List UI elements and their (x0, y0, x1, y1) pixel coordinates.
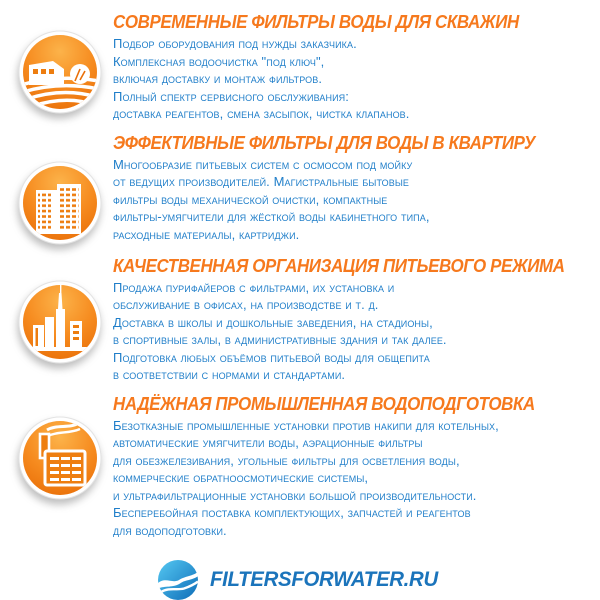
section-text-line: фильтры-умягчители для жёсткой воды кабинетного типа, (113, 209, 430, 224)
section-title: КАЧЕСТВЕННАЯ ОРГАНИЗАЦИЯ ПИТЬЕВОГО РЕЖИМА (113, 255, 565, 276)
city-skyline-icon (17, 279, 103, 365)
site-logo[interactable] (0, 557, 600, 600)
icon-column (0, 133, 113, 246)
section-text-line: для обезжелезивания, угольные фильтры для осветления воды, (113, 452, 460, 468)
section-text-line: Комплексная водоочистка "под ключ", (113, 53, 325, 69)
section-title: НАДЁЖНАЯ ПРОМЫШЛЕННАЯ ВОДОПОДГОТОВКА (113, 393, 535, 414)
apartment-buildings-icon (17, 160, 103, 246)
section-text-line: автоматические умягчители воды, аэрационные фильтры (113, 435, 423, 450)
section-text-line: фильтры воды механической очистки, компактные (113, 191, 388, 207)
section-wells (0, 12, 600, 123)
section-text-line: для водоподготовки. (113, 522, 227, 538)
section-text-line: от ведущих производителей. Магистральные бытовые (113, 174, 410, 189)
section-text-line: коммерческие обратноосмотические системы, (113, 470, 369, 485)
section-text-line: доставка реагентов, смена засыпок, чистка клапанов. (113, 106, 410, 121)
section-industrial (0, 394, 600, 540)
section-title: ЭФФЕКТИВНЫЕ ФИЛЬТРЫ ДЛЯ ВОДЫ В КВАРТИРУ (113, 132, 536, 153)
icon-column (0, 256, 113, 365)
section-text-line: в соответствии с нормами и стандартами. (113, 367, 346, 382)
section-text-line: Безотказные промышленные установки против накипи для котельных, (113, 417, 499, 433)
section-text-line: обслуживание в офисах, на производстве и т. д. (113, 297, 379, 312)
section-text-line: Многообразие питьевых систем с осмосом под мойку (113, 156, 413, 172)
section-text-line: Подготовка любых объёмов питьевой воды для общепита (113, 349, 430, 365)
site-logo-text: FILTERSFORWATER.RU (210, 568, 438, 591)
icon-column (0, 394, 113, 501)
farm-icon (17, 29, 103, 115)
section-text-line: и ультрафильтрационные установки большой производительности. (113, 487, 477, 503)
section-drinking-regime (0, 256, 600, 384)
section-text-line: в спортивные залы, в административные здания и так далее. (113, 332, 447, 347)
section-text-wells (113, 12, 600, 123)
section-text-line: Полный спектр сервисного обслуживания: (113, 88, 349, 104)
section-text-line: Бесперебойная поставка комплектующих, запчастей и реагентов (113, 505, 471, 520)
section-text-line: включая доставку и монтаж фильтров. (113, 71, 323, 86)
section-text-drinking-regime (113, 256, 600, 384)
section-title: СОВРЕМЕННЫЕ ФИЛЬТРЫ ВОДЫ ДЛЯ СКВАЖИН (113, 12, 519, 32)
section-text-line: Подбор оборудования под нужды заказчика. (113, 36, 357, 51)
section-text-line: расходные материалы, картриджи. (113, 226, 300, 242)
section-apartment (0, 133, 600, 246)
water-wave-logo-icon (155, 557, 201, 600)
factory-icon (17, 415, 103, 501)
icon-column (0, 12, 113, 115)
section-text-industrial (113, 394, 600, 540)
section-text-line: Продажа пурифайеров с фильтрами, их установка и (113, 279, 395, 295)
section-text-line: Доставка в школы и дошкольные заведения, на стадионы, (113, 314, 433, 330)
section-text-apartment (113, 133, 600, 244)
